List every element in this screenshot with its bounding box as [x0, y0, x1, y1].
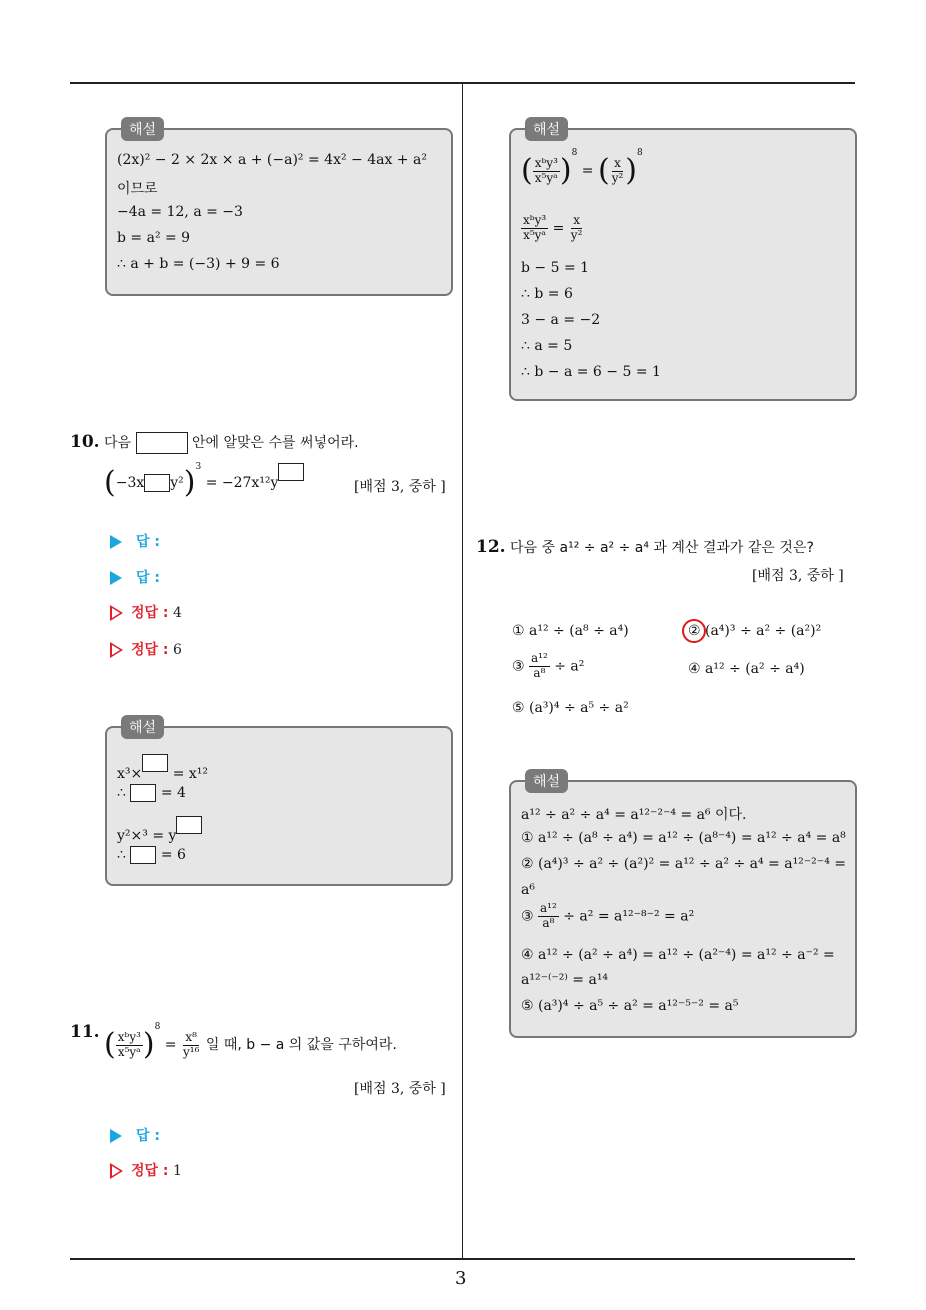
choice-2[interactable]: ② (a⁴)³ ÷ a² ÷ (a²)²: [688, 623, 822, 639]
solution-line: a⁶: [521, 882, 535, 898]
correct-answer-value: 1: [172, 1163, 182, 1179]
question-number: 10.: [70, 432, 100, 452]
solution-tag: 해설: [525, 117, 568, 141]
correct-answer-line: [110, 602, 182, 622]
solution-text: = x¹²: [172, 766, 209, 782]
solution-box-q9: [105, 122, 453, 296]
page-number: 3: [455, 1268, 467, 1289]
paren-close: ): [559, 153, 572, 188]
bottom-rule: [70, 1258, 855, 1260]
solution-line: a¹²⁻⁽⁻²⁾ = a¹⁴: [521, 972, 609, 988]
choice-4[interactable]: ④ a¹² ÷ (a² ÷ a⁴): [688, 661, 805, 677]
paren-open: (: [104, 465, 116, 500]
expr-exponent: 8: [637, 148, 643, 158]
solution-line: ( $\frac{\text{xᵇy³}}{\text{x⁵yᵃ}}$ )$^8$ = ( $\frac{x}{\text{y²}}$ )$^8$: [521, 148, 643, 188]
fraction: [181, 1031, 201, 1060]
correct-answer-label: 정답 :: [131, 605, 169, 621]
solution-line: ② (a⁴)³ ÷ a² ÷ (a²)² = a¹² ÷ a² ÷ a⁴ = a¹²⁻²⁻⁴ =: [521, 856, 846, 872]
fraction-denominator: y²: [611, 170, 624, 185]
fraction: [533, 157, 560, 186]
question-text: 일 때, b − a 의 값을 구하여라.: [205, 1037, 397, 1053]
fraction-numerator: x: [573, 213, 580, 227]
fraction-numerator: xᵇy³: [523, 213, 547, 227]
correct-answer-line: [110, 639, 182, 659]
question-meta: [배점 3, 중하 ]: [752, 568, 844, 584]
fraction: [538, 902, 559, 931]
outline-triangle-icon: [110, 1163, 123, 1179]
solution-line: ∴ a + b = (−3) + 9 = 6: [117, 256, 280, 272]
choice-marker: ③: [512, 658, 525, 675]
question-11: 11. ( $\frac{\text{xᵇy³}}{\text{x⁵yᵃ}}$ )$^8$ = $\frac{\text{x⁸}}{\text{y¹⁶}}$ 일 때, b − a 의 값을 구하여라.: [70, 1022, 397, 1062]
correct-answer-value: 6: [172, 642, 182, 658]
expr-part: y²: [170, 475, 184, 491]
answer-blank: [176, 816, 202, 834]
solution-line: ⑤ (a³)⁴ ÷ a⁵ ÷ a² = a¹²⁻⁵⁻² = a⁵: [521, 998, 739, 1014]
answer-label: 답 :: [136, 534, 160, 550]
solution-line: ∴ a = 5: [521, 338, 573, 354]
solution-box-q10: [105, 720, 453, 886]
solution-text: ÷ a² = a¹²⁻⁸⁻² = a²: [563, 908, 695, 925]
solution-line: b = a² = 9: [117, 230, 191, 246]
paren-open: (: [597, 153, 610, 188]
answer-blank: [130, 846, 156, 864]
paren-close: ): [625, 153, 637, 188]
answer-line: [110, 531, 160, 551]
fraction-denominator: y²: [570, 227, 583, 242]
correct-answer-value: 4: [172, 605, 182, 621]
fraction-denominator: x⁵yᵃ: [523, 227, 547, 242]
correct-answer-label: 정답 :: [131, 1163, 169, 1179]
fraction: [116, 1031, 143, 1060]
correct-answer-line: [110, 1160, 182, 1180]
answer-blank: [142, 754, 168, 772]
fraction-denominator: x⁵yᵃ: [117, 1044, 141, 1059]
fraction-numerator: xᵇy³: [117, 1029, 141, 1044]
solution-box-q11: [509, 122, 857, 401]
fraction-denominator: y¹⁶: [183, 1044, 200, 1059]
play-icon: [110, 1129, 122, 1143]
question-text: 다음 중 a¹² ÷ a² ÷ a⁴ 과 계산 결과가 같은 것은?: [510, 540, 814, 556]
solution-line: (2x)² − 2 × 2x × a + (−a)² = 4x² − 4ax + a²: [117, 152, 427, 168]
question-text: 안에 알맞은 수를 써넣어라.: [192, 435, 359, 451]
solution-line: ④ a¹² ÷ (a² ÷ a⁴) = a¹² ÷ (a²⁻⁴) = a¹² ÷ a⁻² =: [521, 947, 835, 963]
exponent-blank: [144, 474, 170, 492]
question-10-expression: [104, 462, 304, 498]
answer-blank: [136, 432, 188, 454]
question-meta: [배점 3, 중하 ]: [354, 479, 446, 495]
expr-part: = −27x¹²y: [205, 475, 279, 491]
fraction-denominator: a⁸: [542, 915, 555, 930]
question-meta: [배점 3, 중하 ]: [354, 1081, 446, 1097]
solution-tag: 해설: [121, 117, 164, 141]
solution-text: y²×³ = y: [117, 828, 177, 844]
solution-line: ∴ b − a = 6 − 5 = 1: [521, 364, 661, 380]
question-number: 11.: [70, 1022, 100, 1042]
choice-5[interactable]: ⑤ (a³)⁴ ÷ a⁵ ÷ a²: [512, 700, 629, 716]
solution-line: [117, 754, 208, 782]
solution-line: [117, 784, 186, 802]
expr-exponent: 3: [195, 462, 202, 472]
solution-text: = 4: [160, 785, 186, 801]
solution-line: 3 − a = −2: [521, 312, 601, 328]
choice-text: ÷ a²: [554, 658, 585, 675]
solution-line: −4a = 12, a = −3: [117, 204, 243, 220]
play-icon: [110, 535, 122, 549]
expr-exponent: 8: [154, 1022, 161, 1032]
fraction: [569, 214, 585, 243]
choice-1[interactable]: ① a¹² ÷ (a⁸ ÷ a⁴): [512, 623, 629, 639]
solution-line: ∴ b = 6: [521, 286, 573, 302]
choice-3[interactable]: [512, 652, 584, 681]
solution-line: b − 5 = 1: [521, 260, 590, 276]
outline-triangle-icon: [110, 642, 123, 658]
fraction: [610, 157, 626, 186]
paren-open: (: [104, 1027, 116, 1062]
solution-line: a¹² ÷ a² ÷ a⁴ = a¹²⁻²⁻⁴ = a⁶ 이다.: [521, 807, 747, 823]
outline-triangle-icon: [110, 605, 123, 621]
question-text: 다음: [104, 435, 132, 451]
solution-line: [521, 902, 694, 931]
fraction-numerator: x⁸: [185, 1029, 197, 1044]
solution-tag: 해설: [121, 715, 164, 739]
solution-line: ① a¹² ÷ (a⁸ ÷ a⁴) = a¹² ÷ (a⁸⁻⁴) = a¹² ÷ a⁴ = a⁸: [521, 830, 846, 846]
paren-close: ): [183, 465, 196, 500]
fraction-denominator: a⁸: [533, 665, 546, 680]
answer-line: [110, 567, 160, 587]
question-12: [476, 537, 814, 557]
answer-blank: [130, 784, 156, 802]
play-icon: [110, 571, 122, 585]
fraction-numerator: xᵇy³: [534, 155, 558, 170]
answer-label: 답 :: [136, 1128, 160, 1144]
fraction-numerator: a¹²: [540, 901, 557, 915]
paren-close: ): [142, 1027, 155, 1062]
fraction-numerator: a¹²: [531, 651, 548, 665]
solution-line: [117, 846, 186, 864]
solution-text: x³×: [117, 766, 143, 782]
solution-text: = 6: [160, 847, 186, 863]
solution-box-q12: [509, 774, 857, 1038]
solution-text: ∴: [117, 847, 126, 863]
solution-text: ③: [521, 908, 534, 925]
answer-line: [110, 1125, 160, 1145]
exponent-blank: [278, 463, 304, 481]
fraction-denominator: x⁵yᵃ: [534, 170, 558, 185]
question-number: 12.: [476, 537, 506, 557]
expr-exponent: 8: [571, 148, 578, 158]
solution-text: ∴: [117, 785, 126, 801]
paren-open: (: [521, 153, 533, 188]
fraction-numerator: x: [614, 155, 621, 170]
solution-tag: 해설: [525, 769, 568, 793]
fraction: [521, 214, 548, 243]
fraction: [529, 652, 550, 681]
answer-label: 답 :: [136, 570, 160, 586]
column-divider: [462, 83, 463, 1260]
solution-line: $\frac{\text{xᵇy³}}{\text{x⁵yᵃ}}$ = $\frac{x}{\text{y²}}$: [523, 213, 583, 242]
solution-line: [117, 816, 202, 844]
expr-part: −3x: [115, 475, 145, 491]
question-10: [70, 432, 359, 454]
correct-answer-label: 정답 :: [131, 642, 169, 658]
solution-line: 이므로: [117, 181, 158, 197]
